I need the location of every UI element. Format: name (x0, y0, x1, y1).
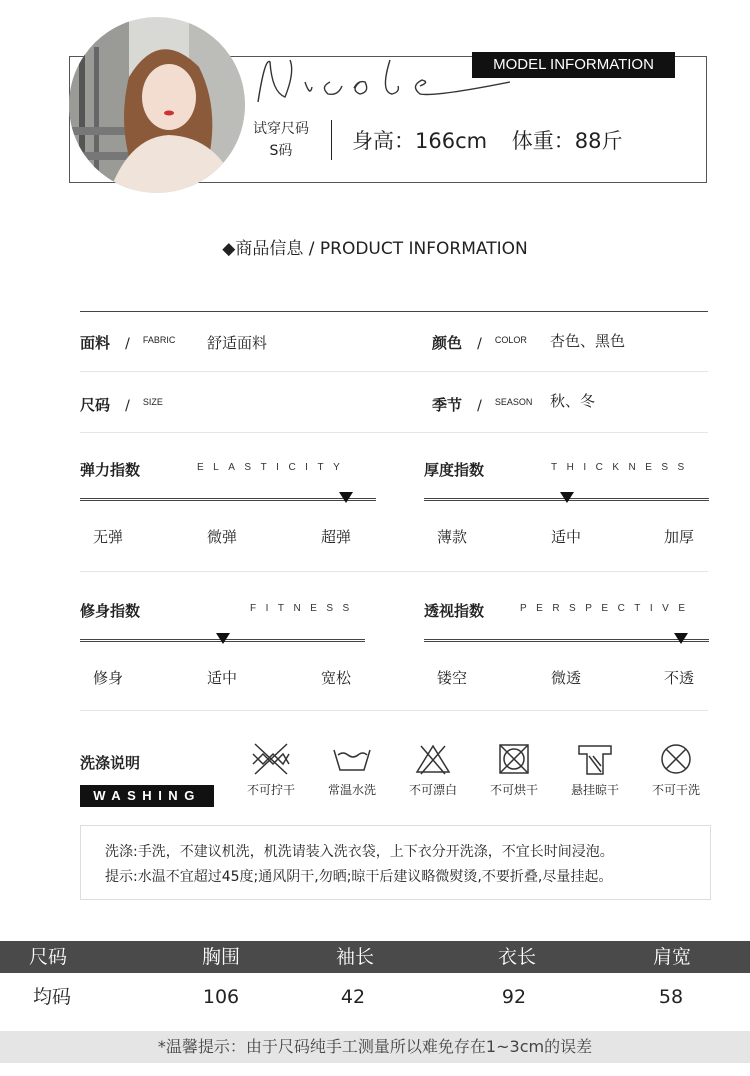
fabric-value: 舒适面料 (207, 334, 268, 352)
elasticity-tick: 无弹 (93, 528, 124, 546)
no-dry-clean-icon (654, 742, 698, 776)
field-sub: FABRIC (142, 335, 176, 345)
field-label: 季节 (432, 396, 463, 414)
season-value: 秋、冬 (550, 392, 596, 410)
elasticity-title: 弹力指数 (80, 461, 141, 479)
table-row (0, 981, 750, 1017)
normal-wash-icon (330, 742, 374, 776)
field-sub: SIZE (142, 397, 163, 407)
washing-badge: WASHING (80, 785, 214, 807)
hang-dry-icon (573, 742, 617, 776)
no-tumble-dry-icon (492, 742, 536, 776)
wash-label: 不可烘干 (489, 783, 538, 797)
size-header-cell: 衣长 (497, 946, 536, 968)
measurement-tip: *温馨提示：由于尺码纯手工测量所以难免存在1~3cm的误差 (0, 1031, 750, 1063)
size-header-cell: 胸围 (201, 946, 240, 968)
perspective-en: PERSPECTIVE (520, 603, 695, 614)
perspective-tick: 不透 (664, 669, 695, 687)
thickness-tick: 适中 (551, 528, 582, 546)
thickness-tick: 加厚 (664, 528, 695, 546)
thickness-title: 厚度指数 (424, 461, 485, 479)
thickness-en: THICKNESS (551, 462, 694, 473)
washing-title: 洗涤说明 (80, 754, 141, 772)
divider (80, 432, 708, 433)
fitness-marker (216, 633, 230, 644)
wash-item (555, 742, 635, 798)
size-header-cell: 袖长 (335, 946, 374, 968)
model-weight: 体重：88斤 (511, 129, 623, 153)
wash-label: 常温水洗 (327, 783, 376, 797)
perspective-title: 透视指数 (424, 602, 485, 620)
color-value: 杏色、黑色 (550, 332, 626, 350)
divider (80, 371, 708, 372)
elasticity-tick: 超弹 (321, 528, 352, 546)
perspective-marker (674, 633, 688, 644)
wash-item (474, 742, 554, 798)
size-cell: 42 (340, 986, 366, 1008)
model-avatar (69, 17, 245, 193)
model-information-badge: MODEL INFORMATION (472, 52, 675, 78)
washing-note: 提示:水温不宜超过45度;通风阴干,勿晒;晾干后建议略微熨烫,不要折叠,尽量挂起。 (105, 869, 613, 885)
fitness-tick: 宽松 (321, 669, 352, 687)
size-cell: 58 (658, 986, 684, 1008)
elasticity-marker (339, 492, 353, 503)
slash: / (125, 398, 130, 414)
no-bleach-icon (411, 742, 455, 776)
divider (80, 311, 708, 312)
field-season (432, 394, 532, 415)
fitness-tick: 修身 (93, 669, 124, 687)
model-stats (352, 125, 641, 155)
slash: / (477, 336, 482, 352)
size-header-cell: 肩宽 (652, 946, 691, 968)
size-header-cell: 尺码 (28, 946, 67, 968)
size-table-header (0, 941, 750, 973)
elasticity-scale (80, 498, 376, 501)
wash-label: 不可干洗 (651, 783, 700, 797)
perspective-tick: 微透 (551, 669, 582, 687)
size-cell: 92 (501, 986, 527, 1008)
perspective-scale (424, 639, 709, 642)
wash-label: 不可拧干 (246, 783, 295, 797)
try-size-label: 试穿尺码 (253, 121, 309, 137)
slash: / (477, 398, 482, 414)
size-cell: 106 (202, 986, 240, 1008)
field-color (432, 332, 527, 353)
try-size-value: S码 (269, 143, 293, 159)
wash-item (393, 742, 473, 798)
wash-label: 悬挂晾干 (570, 783, 619, 797)
wash-item (231, 742, 311, 798)
field-sub: COLOR (494, 335, 527, 345)
wash-item (312, 742, 392, 798)
field-size (80, 394, 163, 415)
washing-note: 洗涤:手洗，不建议机洗，机洗请装入洗衣袋，上下衣分开洗涤，不宜长时间浸泡。 (105, 844, 614, 860)
field-label: 尺码 (80, 396, 111, 414)
wash-label: 不可漂白 (408, 783, 457, 797)
elasticity-en: ELASTICITY (197, 462, 350, 473)
divider (80, 710, 708, 711)
no-wring-icon (249, 742, 293, 776)
fitness-tick: 适中 (207, 669, 238, 687)
model-height: 身高：166cm (352, 129, 488, 153)
wash-item (636, 742, 716, 798)
slash: / (125, 336, 130, 352)
divider (331, 120, 332, 160)
field-label: 面料 (80, 334, 111, 352)
thickness-marker (560, 492, 574, 503)
divider (80, 571, 708, 572)
field-sub: SEASON (494, 397, 533, 407)
fitness-en: FITNESS (250, 603, 359, 614)
try-size (246, 118, 316, 162)
perspective-tick: 镂空 (437, 669, 468, 687)
field-label: 颜色 (432, 334, 463, 352)
washing-notes (80, 825, 711, 900)
size-cell: 均码 (32, 986, 71, 1008)
product-info-title: ◆商品信息 / PRODUCT INFORMATION (222, 239, 528, 259)
elasticity-tick: 微弹 (207, 528, 238, 546)
fitness-title: 修身指数 (80, 602, 141, 620)
thickness-tick: 薄款 (437, 528, 468, 546)
field-fabric (80, 332, 175, 353)
